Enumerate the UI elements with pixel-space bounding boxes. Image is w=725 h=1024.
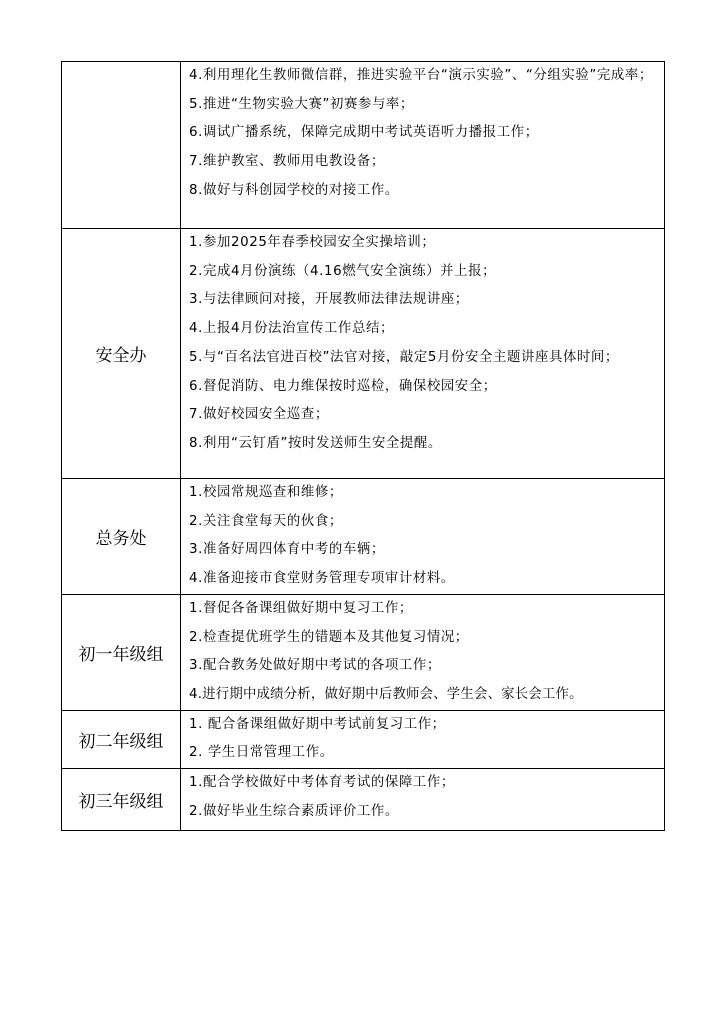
department-cell — [62, 62, 181, 229]
tasks-cell — [181, 710, 665, 768]
task-item: 2.检查提优班学生的错题本及其他复习情况； — [189, 629, 469, 645]
task-item: 6.调试广播系统，保障完成期中考试英语听力播报工作； — [189, 125, 539, 141]
table-row — [62, 769, 665, 831]
table-row — [62, 710, 665, 768]
table-row — [62, 479, 665, 595]
tasks-cell — [181, 479, 665, 595]
task-item: 4.利用理化生教师微信群，推进实验平台“演示实验”、“分组实验”完成率； — [189, 68, 653, 83]
task-item: 1.督促各备课组做好期中复习工作； — [189, 600, 413, 616]
task-item: 2.完成4月份演练（4.16燃气安全演练）并上报； — [189, 263, 497, 279]
task-item: 4.准备迎接市食堂财务管理专项审计材料。 — [189, 571, 455, 587]
tasks-cell — [181, 229, 665, 479]
task-item: 7.维护教室、教师用电教设备； — [189, 154, 385, 170]
task-item: 4.上报4月份法治宣传工作总结； — [189, 321, 394, 337]
task-item: 3.与法律顾问对接，开展教师法律法规讲座； — [189, 292, 469, 308]
department-cell: 初一年级组 — [62, 594, 181, 710]
table-row — [62, 62, 665, 229]
task-item: 1. 配合备课组做好期中考试前复习工作； — [189, 716, 446, 732]
work-plan-table — [61, 61, 665, 831]
task-item: 3.准备好周四体育中考的车辆； — [189, 542, 385, 558]
task-item: 8.利用“云钉盾”按时发送师生安全提醒。 — [189, 435, 442, 451]
task-item: 5.推进“生物实验大赛”初赛参与率； — [189, 96, 414, 112]
task-item: 8.做好与科创园学校的对接工作。 — [189, 182, 399, 198]
task-item: 2.做好毕业生综合素质评价工作。 — [189, 803, 399, 819]
table-row — [62, 594, 665, 710]
task-item: 2. 学生日常管理工作。 — [189, 745, 334, 761]
department-cell: 安全办 — [62, 229, 181, 479]
task-item: 1.配合学校做好中考体育考试的保障工作； — [189, 775, 455, 791]
task-item: 1.参加2025年春季校园安全实操培训； — [189, 235, 436, 250]
task-item: 6.督促消防、电力维保按时巡检，确保校园安全； — [189, 378, 497, 394]
task-item: 4.进行期中成绩分析，做好期中后教师会、学生会、家长会工作。 — [189, 686, 583, 702]
tasks-cell — [181, 769, 665, 831]
task-item: 7.做好校园安全巡查； — [189, 407, 329, 423]
task-item: 1.校园常规巡查和维修； — [189, 485, 343, 500]
department-cell: 总务处 — [62, 479, 181, 595]
tasks-cell — [181, 594, 665, 710]
tasks-cell — [181, 62, 665, 229]
department-cell: 初三年级组 — [62, 769, 181, 831]
table-row — [62, 229, 665, 479]
department-cell: 初二年级组 — [62, 710, 181, 768]
task-item: 2.关注食堂每天的伙食； — [189, 513, 343, 529]
task-item: 5.与“百名法官进百校”法官对接，敲定5月份安全主题讲座具体时间； — [189, 349, 619, 365]
task-item: 3.配合教务处做好期中考试的各项工作； — [189, 658, 441, 674]
